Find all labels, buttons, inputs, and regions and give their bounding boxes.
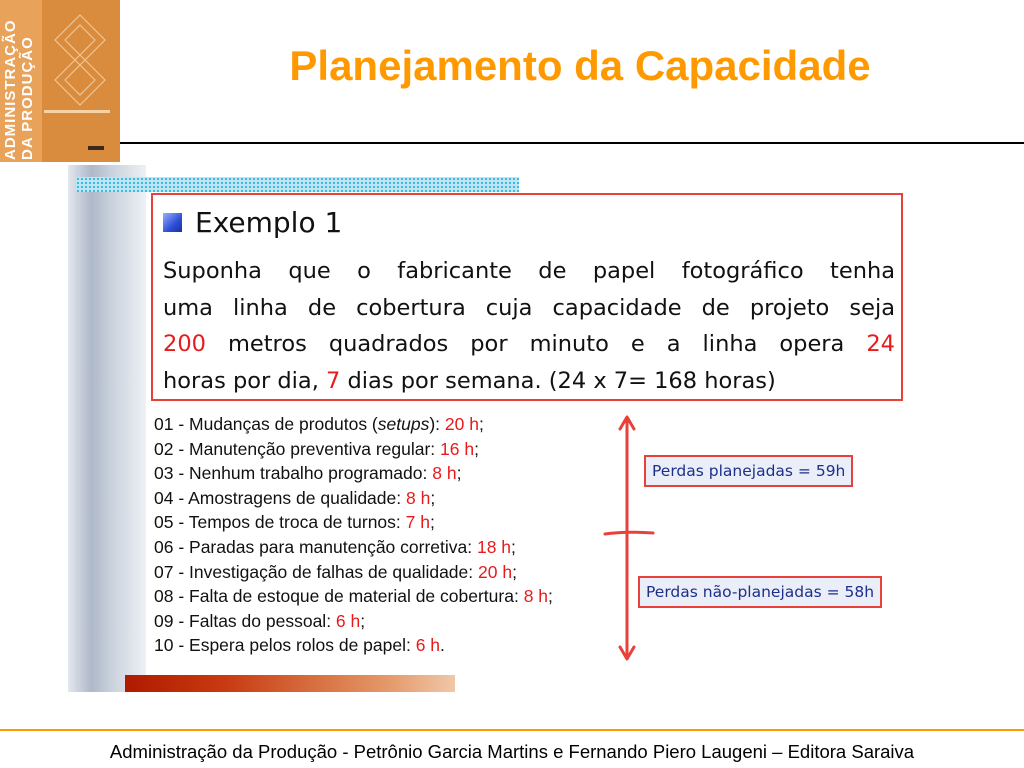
loss-hours: 8 h bbox=[405, 487, 431, 508]
loss-number: 01 bbox=[154, 414, 174, 434]
publisher-logo bbox=[88, 146, 104, 150]
loss-label: Investigação de falhas de qualidade: bbox=[189, 561, 478, 582]
loss-punctuation: ; bbox=[456, 463, 462, 484]
highlight-number: 200 bbox=[163, 331, 206, 357]
loss-label: Espera pelos rolos de papel: bbox=[189, 635, 416, 656]
loss-item: 04 - Amostragens de qualidade: 8 h; bbox=[154, 487, 436, 508]
loss-item: 01 - Mudanças de produtos (setups): 20 h; bbox=[154, 414, 484, 434]
loss-hours: 16 h bbox=[440, 438, 475, 459]
loss-label: Nenhum trabalho programado: bbox=[189, 463, 433, 484]
loss-punctuation: ; bbox=[548, 586, 553, 607]
loss-punctuation: ; bbox=[512, 561, 517, 582]
example-line bbox=[163, 290, 895, 327]
footer-credit: Administração da Produção - Petrônio Garcia Martins e Fernando Piero Laugeni – Editora Saraiva bbox=[109, 741, 915, 762]
square-bullet-icon bbox=[163, 213, 182, 232]
loss-number: 02 bbox=[154, 438, 174, 459]
example-statement bbox=[163, 253, 895, 399]
loss-item: 06 - Paradas para manutenção corretiva: 18 h; bbox=[154, 536, 516, 557]
loss-item: 05 - Tempos de troca de turnos: 7 h; bbox=[154, 512, 435, 533]
loss-label: Manutenção preventiva regular: bbox=[189, 438, 441, 459]
double-arrow-icon bbox=[603, 413, 663, 663]
loss-label: Falta de estoque de material de cobertura: bbox=[189, 586, 524, 607]
loss-item: 03 - Nenhum trabalho programado: 8 h; bbox=[154, 463, 462, 484]
loss-number: 10 bbox=[154, 635, 174, 656]
loss-punctuation: ; bbox=[478, 414, 484, 434]
example-text: uma linha de cobertura cuja capacidade de projeto seja bbox=[163, 294, 895, 321]
loss-punctuation: ; bbox=[430, 487, 436, 508]
embedded-left-bar bbox=[68, 165, 146, 692]
example-text: metros quadrados por minuto e a linha opera bbox=[205, 331, 867, 357]
example-line bbox=[163, 363, 895, 400]
loss-number: 07 bbox=[154, 561, 174, 582]
loss-item: 02 - Manutenção preventiva regular: 16 h; bbox=[154, 438, 479, 459]
loss-hours: 6 h bbox=[335, 610, 361, 631]
slide-title: Planejamento da Capacidade bbox=[289, 42, 871, 89]
example-line bbox=[163, 326, 895, 363]
loss-label-italic: setups bbox=[377, 414, 430, 434]
loss-hours: 20 h bbox=[444, 414, 479, 434]
loss-number: 09 bbox=[154, 610, 174, 631]
title-divider bbox=[120, 142, 1024, 144]
loss-label-suffix: ): bbox=[429, 414, 445, 434]
loss-hours: 18 h bbox=[476, 536, 512, 557]
cover-subtitle-bar bbox=[44, 110, 110, 113]
cover-title-line-1: ADMINISTRAÇÃO bbox=[2, 19, 19, 160]
loss-number: 05 bbox=[154, 512, 174, 533]
loss-hours: 8 h bbox=[523, 586, 549, 607]
cover-title-line-2: DA PRODUÇÃO bbox=[19, 36, 36, 160]
loss-item: 09 - Faltas do pessoal: 6 h; bbox=[154, 610, 366, 631]
embedded-gradient-bar bbox=[125, 675, 455, 692]
loss-item: 07 - Investigação de falhas de qualidade: 20 h; bbox=[154, 561, 517, 582]
loss-label: Mudanças de produtos ( bbox=[189, 414, 378, 434]
example-text: dias por semana. (24 x 7= 168 horas) bbox=[340, 367, 776, 394]
example-line bbox=[163, 253, 895, 290]
losses-list bbox=[154, 412, 624, 658]
loss-label: Tempos de troca de turnos: bbox=[188, 512, 406, 533]
example-heading: Exemplo 1 bbox=[195, 206, 343, 239]
example-text: Suponha que o fabricante de papel fotográfico tenha bbox=[163, 258, 895, 284]
loss-hours: 6 h bbox=[415, 635, 441, 656]
loss-punctuation: . bbox=[440, 635, 445, 656]
loss-label: Amostragens de qualidade: bbox=[188, 487, 406, 508]
loss-number: 03 bbox=[154, 463, 174, 484]
loss-label: Paradas para manutenção corretiva: bbox=[189, 536, 477, 557]
footer-divider bbox=[0, 729, 1024, 731]
loss-punctuation: ; bbox=[474, 438, 479, 459]
loss-punctuation: ; bbox=[511, 536, 516, 557]
embedded-dot-band bbox=[76, 177, 519, 192]
loss-number: 08 bbox=[154, 586, 174, 607]
cover-title bbox=[2, 20, 36, 161]
loss-number: 06 bbox=[154, 536, 174, 557]
loss-hours: 20 h bbox=[478, 561, 513, 582]
loss-punctuation: ; bbox=[360, 610, 366, 631]
loss-item: 08 - Falta de estoque de material de cobertura: 8 h; bbox=[154, 586, 553, 607]
embedded-slide bbox=[68, 165, 908, 692]
highlight-number: 7 bbox=[326, 367, 341, 394]
loss-hours: 7 h bbox=[405, 512, 430, 533]
loss-number: 04 bbox=[154, 487, 174, 508]
example-text: horas por dia, bbox=[163, 367, 327, 394]
highlight-number: 24 bbox=[866, 331, 895, 357]
book-cover bbox=[0, 0, 120, 162]
loss-hours: 8 h bbox=[432, 463, 457, 484]
example-box bbox=[151, 193, 903, 401]
loss-label: Faltas do pessoal: bbox=[189, 610, 336, 631]
loss-item: 10 - Espera pelos rolos de papel: 6 h. bbox=[154, 635, 445, 656]
cover-art bbox=[50, 10, 110, 110]
loss-punctuation: ; bbox=[429, 512, 435, 533]
unplanned-losses-tag: Perdas não-planejadas = 58h bbox=[638, 576, 882, 608]
planned-losses-tag: Perdas planejadas = 59h bbox=[644, 455, 853, 487]
